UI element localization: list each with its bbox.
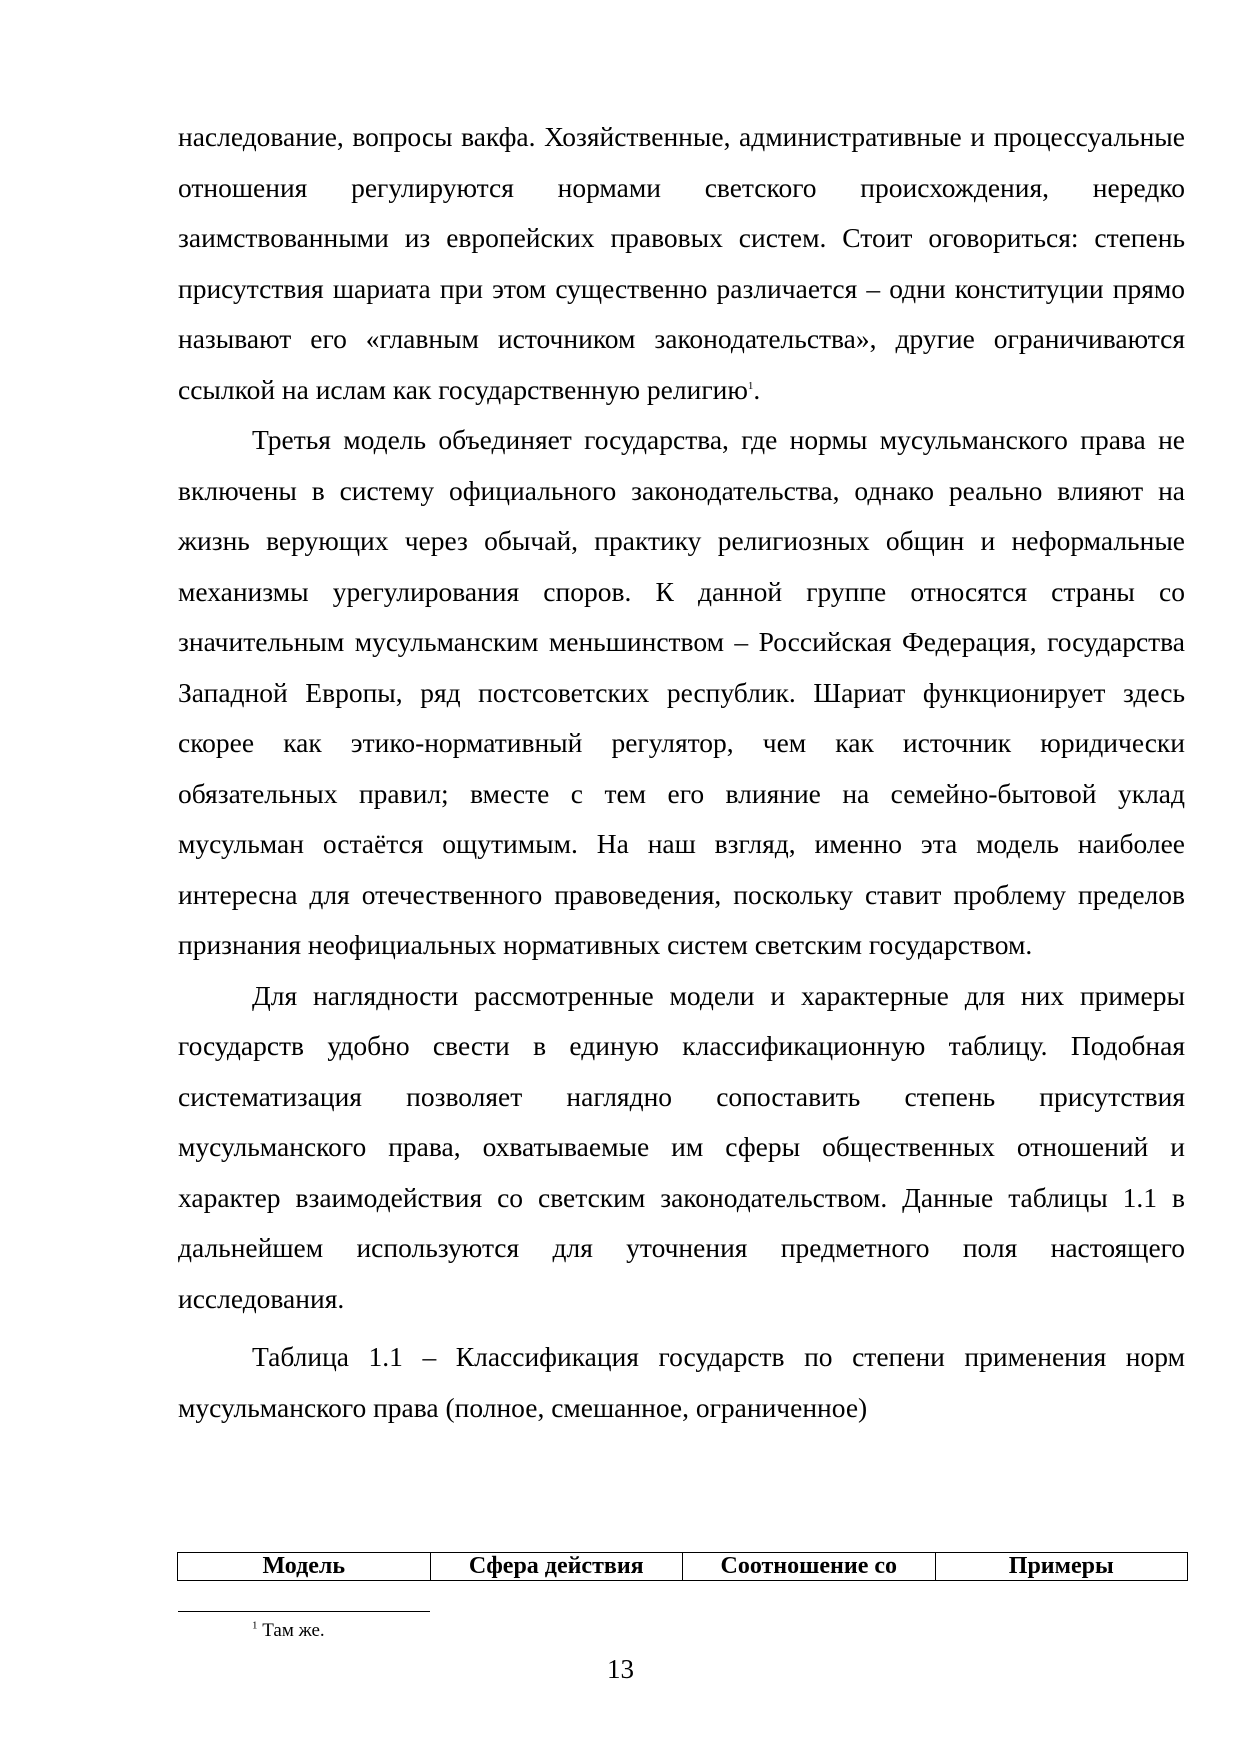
table-header-row — [178, 1553, 1188, 1581]
paragraph-1-text: наследование, вопросы вакфа. Хозяйственные, административные и процессуальные отношения регулируются нормами светского происхождения, нередко заимствованными из европейских правовых систем. Стоит оговориться: степень присутствия шариата при этом существенно различается – одни конституции прямо называют его «главным источником законодательства», другие ограничиваются ссылкой на ислам как государственную религию — [178, 121, 1185, 405]
footnote-separator — [178, 1611, 430, 1612]
footnote-reference[interactable]: 1 — [747, 379, 754, 392]
page-number: 13 — [607, 1654, 634, 1684]
paragraph-2: Третья модель объединяет государства, где нормы мусульманского права не включены в систему официального законодательства, однако реально влияют на жизнь верующих через обычай, практику религиозных общин и неформальные механизмы урегулирования споров. К данной группе относятся страны со значительным мусульманским меньшинством – Российская Федерация, государства Западной Европы, ряд постсоветских республик. Шариат функционирует здесь скорее как этико-нормативный регулятор, чем как источник юридически обязательных правил; вместе с тем его влияние на семейно-бытовой уклад мусульман остаётся ощутимым. На наш взгляд, именно эта модель наиболее интересна для отечественного правоведения, поскольку ставит проблему пределов признания неофициальных нормативных систем светским государством. — [178, 424, 1185, 960]
table-header-cell: Модель — [178, 1553, 431, 1581]
paragraph-1-tail: . — [753, 373, 761, 405]
table-header-cell: Примеры — [935, 1553, 1188, 1581]
footnote-number: 1 — [252, 1619, 258, 1632]
paragraph-1 — [178, 112, 1185, 415]
paragraph-3: Для наглядности рассмотренные модели и характерные для них примеры государств удобно свести в единую классификационную таблицу. Подобная систематизация позволяет наглядно сопоставить степень присутствия мусульманского права, охватываемые им сферы общественных отношений и характер взаимодействия со светским законодательством. Данные таблицы 1.1 в дальнейшем используются для уточнения предметного поля настоящего исследования. — [178, 979, 1185, 1314]
table-header-cell: Соотношение со — [683, 1553, 936, 1581]
table-caption: Таблица 1.1 – Классификация государств по степени применения норм мусульманского права (полное, смешанное, ограниченное) — [178, 1341, 1185, 1423]
footnote-text: Там же. — [262, 1620, 325, 1641]
body-text — [178, 112, 1185, 1433]
footnote — [252, 1619, 325, 1643]
classification-table — [177, 1552, 1188, 1581]
table-header-cell: Сфера действия — [430, 1553, 683, 1581]
